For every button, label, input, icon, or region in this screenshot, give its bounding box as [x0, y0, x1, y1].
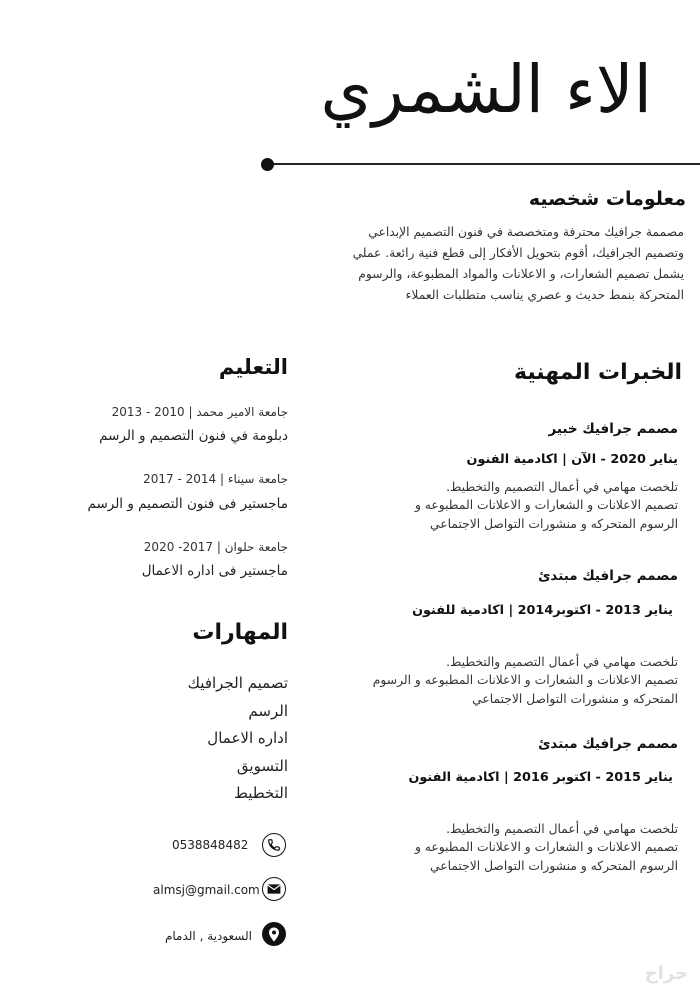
watermark: حراج	[644, 963, 688, 984]
job-meta: يناير 2015 - اكتوبر 2016 | اكادمية الفنون	[408, 770, 673, 785]
job-desc-line: المتحركه و منشورات التواصل الاجتماعي	[472, 691, 678, 706]
job-desc-line: تلخصت مهامي في أعمال التصميم والتخطيط.	[446, 480, 678, 494]
skills-list	[188, 670, 288, 808]
education-degree: ماجستير فى فنون التصميم و الرسم	[87, 496, 288, 512]
education-degree: دبلومة في فنون التصميم و الرسم	[99, 428, 288, 444]
job-desc-line: الرسوم المتحركه و منشورات التواصل الاجتماعي	[430, 516, 678, 531]
job-desc-line: تصميم الاعلانات و الشعارات و الاعلانات المطبوعه و	[414, 840, 678, 855]
experience-title: الخبرات المهنية	[513, 360, 682, 385]
envelope-icon	[262, 877, 286, 901]
job-title: مصمم جرافيك مبتدئ	[538, 568, 678, 584]
about-line: وتصميم الجرافيك، أقوم بتحويل الأفكار إلى قطع فنية رائعة. عملي	[352, 246, 684, 261]
location: السعودية , الدمام	[164, 929, 252, 943]
job-meta: يناير 2020 - الآن | اكادمية الفنون	[466, 452, 678, 467]
skill-item: تصميم الجرافيك	[187, 674, 288, 692]
job-desc-line: تلخصت مهامي في أعمال التصميم والتخطيط.	[446, 655, 678, 669]
about-line: مصممة جرافيك محترفة ومتخصصة في فنون التصميم الإبداعي	[368, 225, 684, 239]
email-address[interactable]: almsj@gmail.com	[153, 883, 260, 897]
about-line: المتحركة بنمط حديث و عصري يناسب متطلبات العملاء	[405, 288, 684, 303]
job-meta: يناير 2013 - اكتوبر2014 | اكادمية للفنون	[412, 603, 673, 618]
phone-number[interactable]: 0538848482	[172, 838, 249, 852]
job-description	[348, 478, 678, 533]
skills-title: المهارات	[192, 620, 288, 645]
skill-item: التسويق	[236, 756, 288, 775]
job-title: مصمم جرافيك خبير	[548, 421, 678, 437]
job-description	[348, 820, 678, 875]
education-school: جامعة سيناء | 2014 - 2017	[143, 472, 288, 486]
education-title: التعليم	[218, 355, 288, 379]
education-school: جامعة حلوان | 2017- 2020	[143, 540, 288, 554]
education-school: جامعة الامير محمد | 2010 - 2013	[111, 405, 288, 419]
phone-icon	[262, 833, 286, 857]
job-title: مصمم جرافيك مبتدئ	[538, 736, 678, 752]
job-desc-line: تصميم الاعلانات و الشعارات و الاعلانات المطبوعه و	[414, 498, 678, 513]
skill-item: الرسم	[248, 701, 288, 720]
location-pin-icon	[262, 922, 286, 946]
resume-name: الاء الشمري	[320, 51, 652, 128]
skill-item: اداره الاعمال	[207, 729, 288, 747]
about-line: يشمل تصميم الشعارات، و الاعلانات والمواد المطبوعة، والرسوم	[358, 267, 684, 282]
job-desc-line: تصميم الاعلانات و الشعارات و الاعلانات المطبوعه و الرسوم	[372, 673, 678, 688]
job-description	[348, 653, 678, 708]
job-desc-line: الرسوم المتحركه و منشورات التواصل الاجتماعي	[430, 858, 678, 873]
header-divider-dot	[261, 158, 274, 171]
job-desc-line: تلخصت مهامي في أعمال التصميم والتخطيط.	[446, 822, 678, 836]
education-degree: ماجستير فى اداره الاعمال	[141, 563, 288, 579]
skill-item: التخطيط	[233, 784, 288, 802]
about-title: معلومات شخصيه	[528, 188, 686, 210]
about-text	[334, 222, 684, 307]
header-divider	[270, 163, 700, 165]
